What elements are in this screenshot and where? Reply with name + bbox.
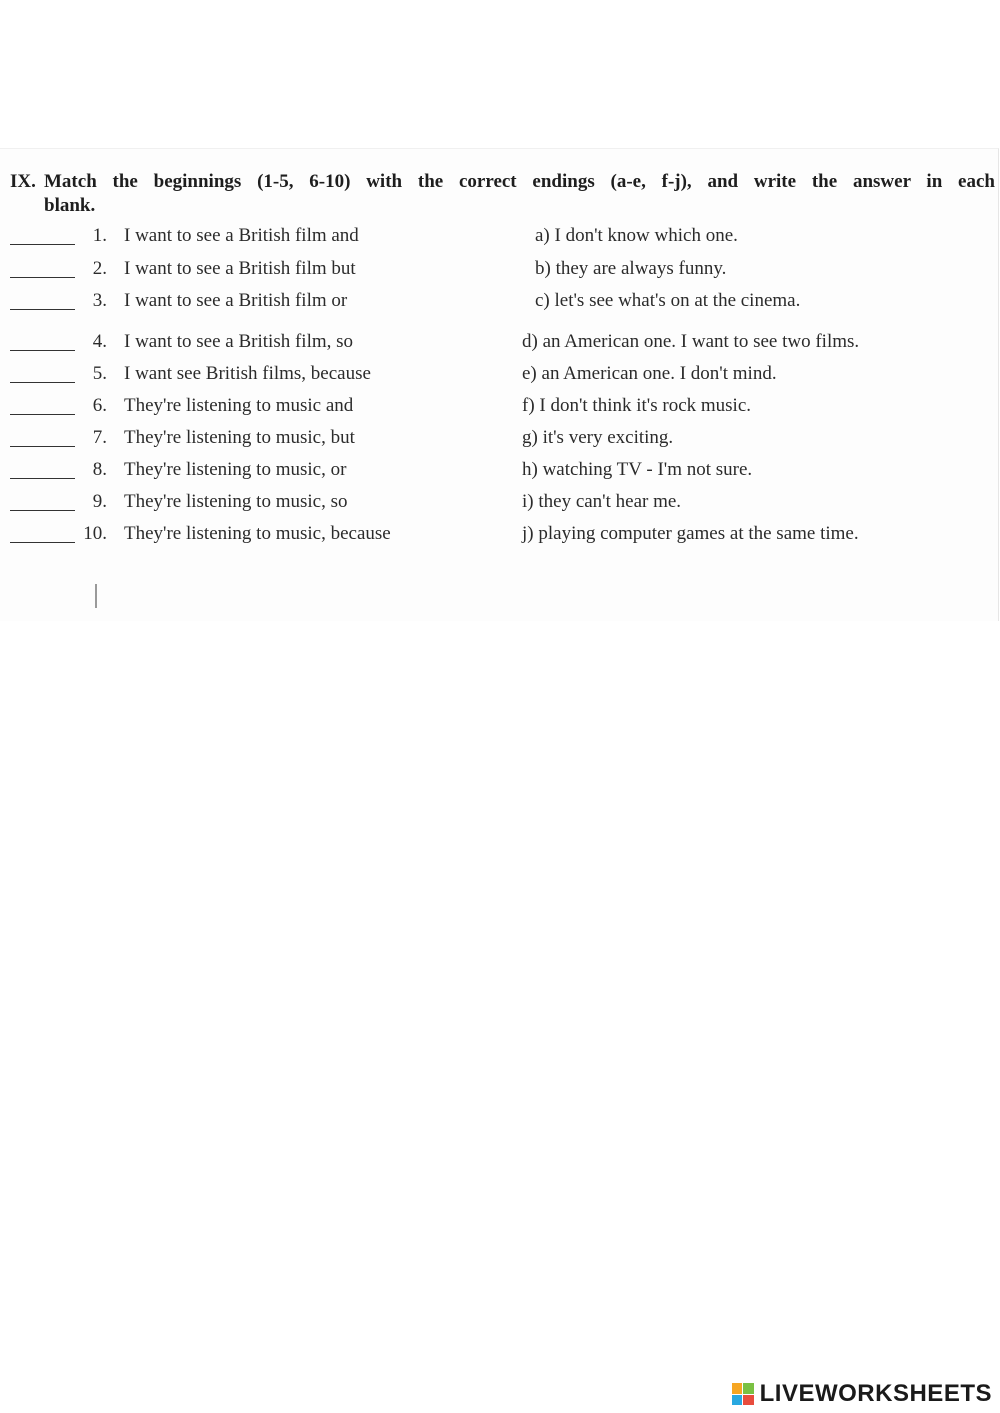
logo-mark-icon — [732, 1383, 754, 1405]
item-number: 2. — [92, 258, 107, 279]
item-ending: c) let's see what's on at the cinema. — [535, 290, 801, 311]
item-beginning: They're listening to music, so — [124, 491, 348, 512]
list-item — [0, 488, 1000, 516]
item-number: 1. — [92, 225, 107, 246]
item-beginning: I want see British films, because — [124, 363, 371, 384]
list-item — [0, 328, 1000, 356]
item-ending: a) I don't know which one. — [535, 225, 738, 246]
list-item — [0, 392, 1000, 420]
item-beginning: They're listening to music and — [124, 395, 354, 416]
item-ending: e) an American one. I don't mind. — [522, 363, 777, 384]
logo-text: LIVEWORKSHEETS — [759, 1380, 992, 1407]
item-number: 3. — [92, 290, 107, 311]
answer-blank[interactable] — [10, 255, 75, 278]
item-number: 4. — [92, 331, 107, 352]
item-beginning: They're listening to music, but — [124, 427, 355, 448]
answer-blank[interactable] — [10, 424, 75, 447]
item-ending: h) watching TV - I'm not sure. — [522, 459, 753, 480]
logo-square — [732, 1395, 743, 1406]
item-beginning: They're listening to music, because — [124, 523, 391, 544]
list-item — [0, 287, 1000, 315]
answer-blank[interactable] — [10, 520, 75, 543]
answer-blank[interactable] — [10, 287, 75, 310]
item-number: 5. — [92, 363, 107, 384]
item-number: 10. — [83, 523, 107, 544]
item-beginning: They're listening to music, or — [124, 459, 347, 480]
item-number: 9. — [92, 491, 107, 512]
item-number: 6. — [92, 395, 107, 416]
item-beginning: I want to see a British film or — [124, 290, 348, 311]
item-ending: i) they can't hear me. — [522, 491, 682, 512]
item-number: 8. — [92, 459, 107, 480]
exercise-number: IX. — [10, 171, 36, 192]
instruction-line-1: Match the beginnings (1-5, 6-10) with the correct endings (a-e, f-j), and write the answer in each — [44, 171, 995, 192]
item-ending: j) playing computer games at the same time. — [522, 523, 859, 544]
logo-square — [743, 1395, 754, 1406]
exercise-heading — [10, 170, 995, 218]
answer-blank[interactable] — [10, 360, 75, 383]
answer-blank[interactable] — [10, 392, 75, 415]
logo-square — [743, 1383, 754, 1394]
answer-blank[interactable] — [10, 488, 75, 511]
text-cursor — [95, 584, 97, 608]
logo-square — [732, 1383, 743, 1394]
item-ending: b) they are always funny. — [535, 258, 727, 279]
item-number: 7. — [92, 427, 107, 448]
answer-blank[interactable] — [10, 456, 75, 479]
answer-blank[interactable] — [10, 328, 75, 351]
item-ending: d) an American one. I want to see two films. — [522, 331, 860, 352]
item-ending: f) I don't think it's rock music. — [522, 395, 752, 416]
list-item — [0, 360, 1000, 388]
list-item — [0, 424, 1000, 452]
list-item — [0, 456, 1000, 484]
answer-blank[interactable] — [10, 222, 75, 245]
item-beginning: I want to see a British film but — [124, 258, 356, 279]
list-item — [0, 255, 1000, 283]
item-ending: g) it's very exciting. — [522, 427, 674, 448]
liveworksheets-logo — [732, 1381, 992, 1407]
item-beginning: I want to see a British film, so — [124, 331, 354, 352]
instruction-line-2: blank. — [44, 195, 96, 216]
item-beginning: I want to see a British film and — [124, 225, 359, 246]
list-item — [0, 222, 1000, 250]
list-item — [0, 520, 1000, 548]
